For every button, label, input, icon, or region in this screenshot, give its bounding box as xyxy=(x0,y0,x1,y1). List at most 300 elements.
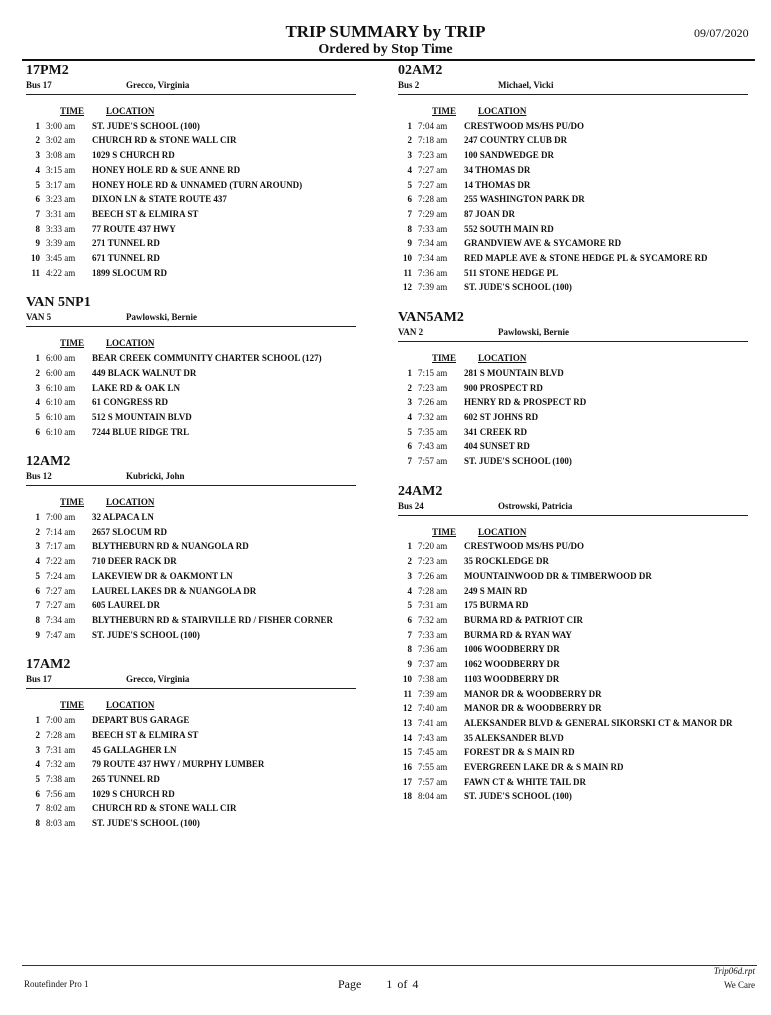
stop-time: 7:38 am xyxy=(46,773,76,784)
stop-row xyxy=(26,510,356,525)
stop-number: 4 xyxy=(407,585,412,596)
stop-row xyxy=(398,760,748,775)
footer-slogan: We Care xyxy=(723,980,755,990)
stop-location: FAWN CT & WHITE TAIL DR xyxy=(464,776,586,787)
stop-row xyxy=(26,148,356,163)
stop-location: HONEY HOLE RD & SUE ANNE RD xyxy=(92,164,241,175)
stop-time: 7:40 am xyxy=(418,703,448,714)
stop-location: 710 DEER RACK DR xyxy=(92,556,177,567)
stop-row xyxy=(26,554,356,569)
stop-number: 5 xyxy=(35,773,40,784)
stop-time: 7:39 am xyxy=(418,688,448,699)
location-column-header xyxy=(106,698,154,713)
stop-time: 7:57 am xyxy=(418,776,448,787)
driver-name: Grecco, Virginia xyxy=(126,674,190,685)
stop-number: 6 xyxy=(407,614,412,625)
stop-row xyxy=(398,657,748,672)
trip-divider xyxy=(398,515,748,516)
stop-location: 552 SOUTH MAIN RD xyxy=(464,223,554,234)
stop-time: 7:32 am xyxy=(418,614,448,625)
stop-number: 7 xyxy=(407,456,412,467)
stop-number: 4 xyxy=(407,164,412,175)
trip-info xyxy=(26,470,356,483)
stop-number: 3 xyxy=(407,570,412,581)
bus-label: VAN 5 xyxy=(26,312,52,323)
stop-number: 11 xyxy=(403,267,412,278)
stop-row xyxy=(26,192,356,207)
stop-row xyxy=(26,525,356,540)
stop-number: 5 xyxy=(407,426,412,437)
stop-number: 4 xyxy=(35,164,40,175)
right-column xyxy=(398,62,748,818)
stop-number: 5 xyxy=(407,179,412,190)
stop-location: 1899 SLOCUM RD xyxy=(92,267,168,278)
stop-number: 8 xyxy=(407,223,412,234)
stop-row xyxy=(398,439,748,454)
stop-location: DEPART BUS GARAGE xyxy=(92,715,190,726)
stop-row xyxy=(26,236,356,251)
stop-number: 5 xyxy=(35,411,40,422)
stop-location: CRESTWOOD MS/HS PU/DO xyxy=(464,541,585,552)
stop-location: BEECH ST & ELMIRA ST xyxy=(92,208,199,219)
report-file-name: Trip06d.rpt xyxy=(713,966,755,976)
stop-location: 449 BLACK WALNUT DR xyxy=(92,367,197,378)
stop-row xyxy=(398,119,748,134)
stop-time: 7:56 am xyxy=(46,788,76,799)
stop-number: 11 xyxy=(31,267,40,278)
time-column-header xyxy=(40,495,106,510)
stop-location: MANOR DR & WOODBERRY DR xyxy=(464,703,602,714)
driver-name: Kubricki, John xyxy=(126,471,185,482)
stop-number: 6 xyxy=(35,585,40,596)
location-header-label: LOCATION xyxy=(106,497,155,508)
stop-time: 7:26 am xyxy=(418,570,448,581)
stop-row xyxy=(26,119,356,134)
stop-time: 7:34 am xyxy=(46,614,76,625)
stop-number: 2 xyxy=(35,526,40,537)
header-spacer xyxy=(398,351,412,366)
stop-time: 7:17 am xyxy=(46,541,76,552)
stop-location: 671 TUNNEL RD xyxy=(92,253,160,264)
trip-name: 17AM2 xyxy=(26,657,71,673)
trip-info xyxy=(26,79,356,92)
stop-number: 2 xyxy=(35,729,40,740)
stop-row xyxy=(26,425,356,440)
stop-location: HONEY HOLE RD & UNNAMED (TURN AROUND) xyxy=(92,179,303,190)
stop-row xyxy=(26,222,356,237)
trip-divider xyxy=(26,485,356,486)
stop-location: ST. JUDE'S SCHOOL (100) xyxy=(464,456,572,467)
stop-row xyxy=(26,584,356,599)
stop-time: 3:45 am xyxy=(46,253,76,264)
stop-row xyxy=(398,222,748,237)
trip-block xyxy=(26,62,356,280)
stop-location: 271 TUNNEL RD xyxy=(92,238,160,249)
stop-location: DIXON LN & STATE ROUTE 437 xyxy=(92,194,227,205)
stop-number: 1 xyxy=(407,120,412,131)
report-subtitle: Ordered by Stop Time xyxy=(318,42,453,57)
stop-row xyxy=(398,280,748,295)
stop-time: 7:27 am xyxy=(418,164,448,175)
stop-time: 7:32 am xyxy=(418,411,448,422)
stop-number: 1 xyxy=(407,367,412,378)
trip-divider xyxy=(26,326,356,327)
stop-time: 7:43 am xyxy=(418,441,448,452)
stop-location: 265 TUNNEL RD xyxy=(92,773,160,784)
stop-number: 4 xyxy=(407,411,412,422)
stop-time: 7:36 am xyxy=(418,644,448,655)
stop-time: 3:23 am xyxy=(46,194,76,205)
driver-name: Ostrowski, Patricia xyxy=(498,500,573,511)
stop-row xyxy=(398,716,748,731)
stop-location: HENRY RD & PROSPECT RD xyxy=(464,397,587,408)
stop-row xyxy=(398,381,748,396)
footer-app-name: Routefinder Pro 1 xyxy=(24,979,89,989)
stop-row xyxy=(26,410,356,425)
trip-block xyxy=(26,656,356,830)
stop-location: 249 S MAIN RD xyxy=(464,585,528,596)
time-header-label: TIME xyxy=(60,106,85,116)
stop-number: 6 xyxy=(35,426,40,437)
trip-divider xyxy=(26,688,356,689)
stop-time: 3:08 am xyxy=(46,150,76,161)
stop-row xyxy=(398,454,748,469)
trip-name: 02AM2 xyxy=(398,63,443,78)
stop-row xyxy=(26,816,356,831)
stop-row xyxy=(398,410,748,425)
stop-row xyxy=(398,731,748,746)
stop-time: 7:36 am xyxy=(418,267,448,278)
stop-number: 9 xyxy=(407,659,412,670)
stop-location: 512 S MOUNTAIN BLVD xyxy=(92,411,192,422)
stop-location: ST. JUDE'S SCHOOL (100) xyxy=(92,629,200,640)
stop-location: LAKEVIEW DR & OAKMONT LN xyxy=(92,570,233,581)
stop-time: 7:04 am xyxy=(418,120,448,131)
stop-number: 2 xyxy=(407,135,412,146)
stop-time: 7:35 am xyxy=(418,426,448,437)
stop-number: 9 xyxy=(407,238,412,249)
driver-name: Grecco, Virginia xyxy=(126,80,190,90)
header-spacer xyxy=(398,104,412,119)
stop-location: 1103 WOODBERRY DR xyxy=(464,673,560,684)
stop-row xyxy=(398,133,748,148)
stop-number: 7 xyxy=(35,208,40,219)
stop-location: BEAR CREEK COMMUNITY CHARTER SCHOOL (127) xyxy=(92,353,322,364)
stop-time: 7:23 am xyxy=(418,382,448,393)
stop-row xyxy=(26,713,356,728)
stop-number: 1 xyxy=(35,353,40,364)
stop-number: 12 xyxy=(403,703,412,714)
driver-name: Pawlowski, Bernie xyxy=(498,327,569,338)
stop-table-header xyxy=(26,495,356,510)
stop-location: 34 THOMAS DR xyxy=(464,164,531,175)
stop-number: 9 xyxy=(35,238,40,249)
stop-number: 3 xyxy=(35,744,40,755)
stop-location: BURMA RD & RYAN WAY xyxy=(464,629,572,640)
header-divider xyxy=(22,59,755,61)
stop-location: 247 COUNTRY CLUB DR xyxy=(464,135,568,146)
stop-number: 7 xyxy=(407,629,412,640)
time-header-label: TIME xyxy=(60,338,85,349)
time-header-label: TIME xyxy=(432,106,457,116)
stop-time: 7:00 am xyxy=(46,512,76,523)
stop-time: 7:38 am xyxy=(418,673,448,684)
stop-number: 5 xyxy=(407,600,412,611)
stop-location: CRESTWOOD MS/HS PU/DO xyxy=(464,120,585,131)
stop-location: 281 S MOUNTAIN BLVD xyxy=(464,367,564,378)
stop-number: 8 xyxy=(407,644,412,655)
stop-time: 7:27 am xyxy=(46,585,76,596)
stop-table-header xyxy=(398,104,748,119)
stop-row xyxy=(26,366,356,381)
location-column-header xyxy=(106,104,154,119)
stop-row xyxy=(26,539,356,554)
stop-location: 605 LAUREL DR xyxy=(92,600,161,611)
stop-row xyxy=(398,789,748,804)
stop-time: 7:55 am xyxy=(418,762,448,773)
stop-time: 7:32 am xyxy=(46,759,76,770)
stop-time: 8:02 am xyxy=(46,803,76,814)
stop-number: 8 xyxy=(35,223,40,234)
time-column-header xyxy=(412,104,478,119)
trip-info xyxy=(26,673,356,686)
trip-info xyxy=(398,500,748,513)
stop-time: 7:27 am xyxy=(46,600,76,611)
stop-location: ST. JUDE'S SCHOOL (100) xyxy=(92,120,200,131)
trip-name: 24AM2 xyxy=(398,483,443,499)
stop-number: 4 xyxy=(35,556,40,567)
stop-number: 1 xyxy=(35,120,40,131)
stop-location: LAKE RD & OAK LN xyxy=(92,382,181,393)
stop-location: FOREST DR & S MAIN RD xyxy=(464,747,575,758)
stop-location: 35 ROCKLEDGE DR xyxy=(464,556,550,567)
stop-row xyxy=(398,613,748,628)
stop-time: 7:33 am xyxy=(418,629,448,640)
stop-row xyxy=(398,701,748,716)
stop-time: 3:02 am xyxy=(46,135,76,146)
stop-time: 3:17 am xyxy=(46,179,76,190)
stop-number: 1 xyxy=(407,541,412,552)
stop-location: 7244 BLUE RIDGE TRL xyxy=(92,426,190,437)
stop-location: BEECH ST & ELMIRA ST xyxy=(92,729,199,740)
stop-row xyxy=(398,266,748,281)
stop-row xyxy=(26,772,356,787)
page-total: 4 xyxy=(412,977,419,991)
stop-location: BLYTHEBURN RD & STAIRVILLE RD / FISHER CORNER xyxy=(92,614,333,625)
stop-row xyxy=(26,757,356,772)
stop-number: 10 xyxy=(31,253,40,264)
time-column-header xyxy=(40,336,106,351)
location-header-label: LOCATION xyxy=(106,106,155,116)
stop-row xyxy=(398,745,748,760)
stop-row xyxy=(398,148,748,163)
stop-row xyxy=(26,801,356,816)
trip-info xyxy=(398,79,748,92)
stop-time: 6:00 am xyxy=(46,353,76,364)
stop-row xyxy=(398,236,748,251)
stop-row xyxy=(398,192,748,207)
stop-location: 45 GALLAGHER LN xyxy=(92,744,177,755)
stop-number: 13 xyxy=(403,717,412,728)
stop-location: EVERGREEN LAKE DR & S MAIN RD xyxy=(464,762,624,773)
page-number: 1 xyxy=(386,977,393,991)
stop-number: 1 xyxy=(35,715,40,726)
stop-number: 7 xyxy=(35,803,40,814)
stop-row xyxy=(398,672,748,687)
stop-row xyxy=(26,613,356,628)
stop-time: 7:14 am xyxy=(46,526,76,537)
stop-row xyxy=(398,395,748,410)
trip-name: 17PM2 xyxy=(26,63,69,78)
report-date: 09/07/2020 xyxy=(694,26,749,40)
stop-time: 7:31 am xyxy=(46,744,76,755)
stop-location: 35 ALEKSANDER BLVD xyxy=(464,732,564,743)
stop-row xyxy=(398,598,748,613)
stop-number: 3 xyxy=(35,541,40,552)
bus-label: Bus 17 xyxy=(26,80,52,90)
stop-location: 77 ROUTE 437 HWY xyxy=(92,223,176,234)
stop-location: 1029 S CHURCH RD xyxy=(92,788,175,799)
stop-number: 14 xyxy=(403,732,412,743)
stop-row xyxy=(26,351,356,366)
stop-time: 6:10 am xyxy=(46,397,76,408)
bus-label: Bus 24 xyxy=(398,500,424,511)
stop-row xyxy=(26,728,356,743)
time-column-header xyxy=(412,525,478,540)
location-header-label: LOCATION xyxy=(106,700,155,711)
stop-row xyxy=(26,251,356,266)
stop-row xyxy=(26,207,356,222)
trip-block xyxy=(26,294,356,439)
stop-location: MOUNTAINWOOD DR & TIMBERWOOD DR xyxy=(464,570,652,581)
stop-time: 7:28 am xyxy=(418,585,448,596)
bus-label: Bus 17 xyxy=(26,674,52,685)
stop-row xyxy=(398,569,748,584)
stop-number: 6 xyxy=(35,194,40,205)
stop-number: 18 xyxy=(403,791,412,802)
stop-location: LAUREL LAKES DR & NUANGOLA DR xyxy=(92,585,257,596)
stop-time: 6:10 am xyxy=(46,411,76,422)
stop-location: 14 THOMAS DR xyxy=(464,179,531,190)
driver-name: Michael, Vicki xyxy=(498,80,554,90)
stop-location: CHURCH RD & STONE WALL CIR xyxy=(92,803,237,814)
location-column-header xyxy=(478,104,526,119)
stop-number: 5 xyxy=(35,570,40,581)
stop-row xyxy=(26,395,356,410)
stop-row xyxy=(398,207,748,222)
time-header-label: TIME xyxy=(60,497,85,508)
stop-number: 7 xyxy=(407,208,412,219)
stop-row xyxy=(398,178,748,193)
stop-time: 8:03 am xyxy=(46,818,76,829)
stop-row xyxy=(398,366,748,381)
location-header-label: LOCATION xyxy=(478,106,527,116)
trip-block xyxy=(398,309,748,469)
stop-time: 6:00 am xyxy=(46,367,76,378)
stop-time: 7:31 am xyxy=(418,600,448,611)
stop-number: 5 xyxy=(35,179,40,190)
stop-row xyxy=(26,628,356,643)
stop-time: 7:15 am xyxy=(418,367,448,378)
stop-row xyxy=(26,787,356,802)
bus-label: VAN 2 xyxy=(398,327,424,338)
stop-number: 2 xyxy=(35,135,40,146)
stop-location: 511 STONE HEDGE PL xyxy=(464,267,559,278)
footer-divider xyxy=(22,965,757,966)
stop-row xyxy=(398,163,748,178)
stop-location: BURMA RD & PATRIOT CIR xyxy=(464,614,584,625)
stop-row xyxy=(398,775,748,790)
trip-divider xyxy=(398,341,748,342)
location-header-label: LOCATION xyxy=(106,338,155,349)
location-column-header xyxy=(478,525,526,540)
stop-time: 7:39 am xyxy=(418,282,448,293)
stop-location: RED MAPLE AVE & STONE HEDGE PL & SYCAMORE RD xyxy=(464,253,708,264)
stop-time: 3:15 am xyxy=(46,164,76,175)
stop-location: 1006 WOODBERRY DR xyxy=(464,644,560,655)
stop-number: 3 xyxy=(35,382,40,393)
stop-time: 7:22 am xyxy=(46,556,76,567)
stop-location: GRANDVIEW AVE & SYCAMORE RD xyxy=(464,238,622,249)
location-header-label: LOCATION xyxy=(478,526,527,537)
stop-time: 8:04 am xyxy=(418,791,448,802)
trip-info xyxy=(398,326,748,339)
stop-location: 1062 WOODBERRY DR xyxy=(464,659,560,670)
stop-location: CHURCH RD & STONE WALL CIR xyxy=(92,135,237,146)
stop-row xyxy=(398,642,748,657)
stop-location: 100 SANDWEDGE DR xyxy=(464,150,555,161)
stop-table-header xyxy=(398,525,748,540)
stop-table-header xyxy=(398,351,748,366)
stop-time: 7:24 am xyxy=(46,570,76,581)
stop-row xyxy=(26,598,356,613)
header-spacer xyxy=(26,336,40,351)
stop-number: 3 xyxy=(407,150,412,161)
stop-number: 3 xyxy=(35,150,40,161)
trip-name: VAN 5NP1 xyxy=(26,295,91,311)
stop-time: 7:28 am xyxy=(46,729,76,740)
stop-location: 900 PROSPECT RD xyxy=(464,382,543,393)
stop-time: 7:23 am xyxy=(418,556,448,567)
stop-table-header xyxy=(26,104,356,119)
trip-block xyxy=(26,453,356,642)
stop-location: 2657 SLOCUM RD xyxy=(92,526,168,537)
stop-time: 7:47 am xyxy=(46,629,76,640)
time-column-header xyxy=(40,104,106,119)
stop-number: 10 xyxy=(403,253,412,264)
time-column-header xyxy=(412,351,478,366)
trip-divider xyxy=(398,94,748,95)
stop-time: 7:41 am xyxy=(418,717,448,728)
stop-number: 4 xyxy=(35,759,40,770)
bus-label: Bus 2 xyxy=(398,80,420,90)
stop-row xyxy=(26,569,356,584)
stop-time: 3:33 am xyxy=(46,223,76,234)
stop-time: 7:34 am xyxy=(418,253,448,264)
stop-number: 11 xyxy=(403,688,412,699)
stop-number: 6 xyxy=(35,788,40,799)
stop-location: BLYTHEBURN RD & NUANGOLA RD xyxy=(92,541,249,552)
time-header-label: TIME xyxy=(432,526,457,537)
bus-label: Bus 12 xyxy=(26,471,52,482)
stop-location: 32 ALPACA LN xyxy=(92,512,154,523)
stop-time: 7:18 am xyxy=(418,135,448,146)
stop-number: 17 xyxy=(403,776,412,787)
stop-number: 10 xyxy=(403,673,412,684)
stop-location: 602 ST JOHNS RD xyxy=(464,411,539,422)
stop-number: 12 xyxy=(403,282,412,293)
stop-location: 79 ROUTE 437 HWY / MURPHY LUMBER xyxy=(92,759,265,770)
